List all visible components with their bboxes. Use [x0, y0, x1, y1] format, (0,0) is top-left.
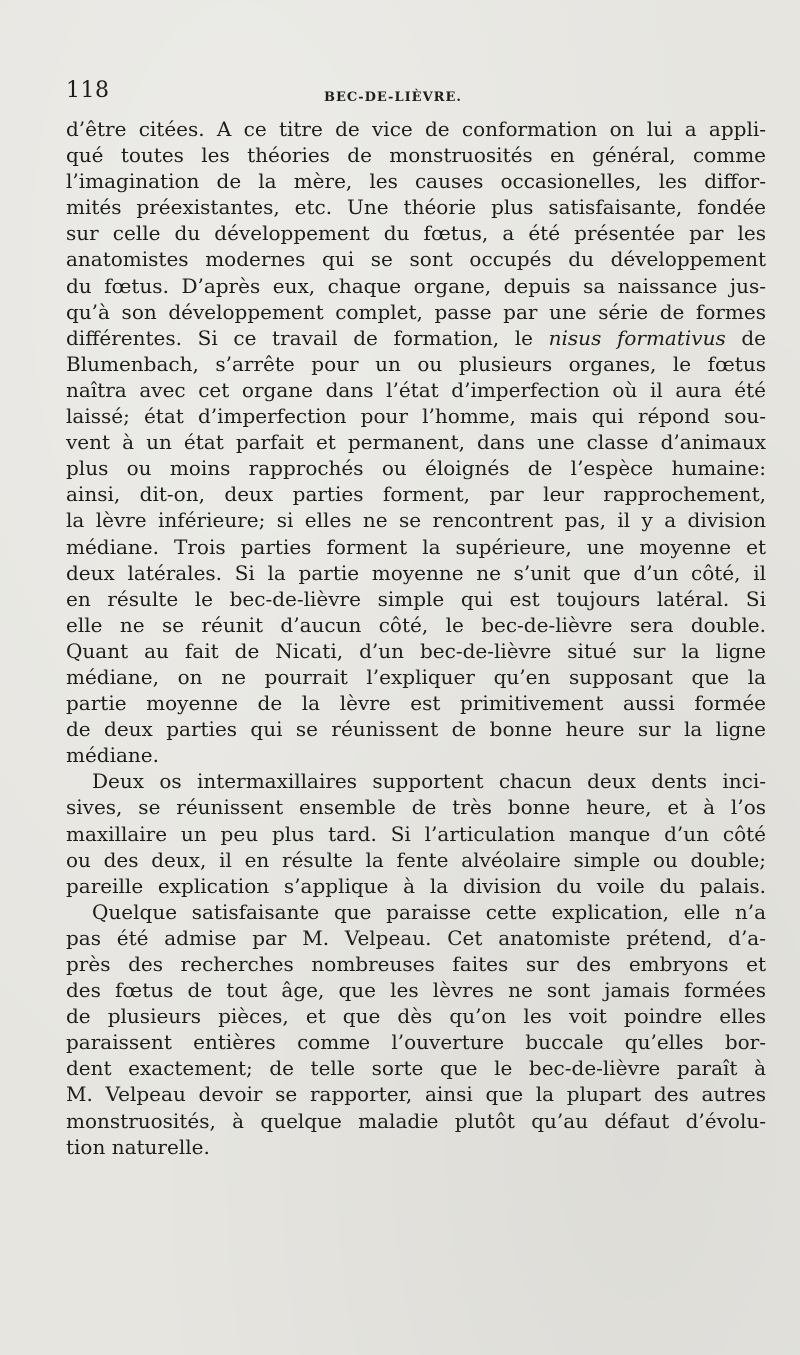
text-line: monstruosités, à quelque maladie plutôt qu’au défaut d’évolu-: [66, 1108, 766, 1133]
text-line: des fœtus de tout âge, que les lèvres ne sont jamais formées: [66, 978, 766, 1003]
text-line: pas été admise par M. Velpeau. Cet anatomiste prétend, d’a-: [66, 925, 766, 950]
text-line: paraissent entières comme l’ouverture buccale qu’elles bor-: [66, 1030, 766, 1055]
text-line: elle ne se réunit d’aucun côté, le bec-de-lièvre sera double.: [66, 612, 766, 637]
text-line: médiane, on ne pourrait l’expliquer qu’en supposant que la: [66, 664, 766, 689]
text-line: près des recherches nombreuses faites sur des embryons et: [66, 952, 766, 976]
text-line: naîtra avec cet organe dans l’état d’imperfection où il aura été: [66, 377, 766, 402]
text-line: plus ou moins rapprochés ou éloignés de l’espèce humaine:: [66, 456, 766, 481]
text-line: M. Velpeau devoir se rapporter, ainsi que la plupart des autres: [66, 1082, 766, 1107]
text-line: la lèvre inférieure; si elles ne se rencontrent pas, il y a division: [66, 508, 766, 533]
text-line: dent exactement; de telle sorte que le bec-de-lièvre paraît à: [66, 1056, 766, 1081]
text-line: vent à un état parfait et permanent, dans une classe d’animaux: [66, 430, 766, 455]
text-line: du fœtus. D’après eux, chaque organe, depuis sa naissance jus-: [66, 273, 766, 298]
text-segment: de: [741, 325, 767, 350]
running-head: [66, 78, 766, 114]
text-line: de deux parties qui se réunissent de bonne heure sur la ligne: [66, 717, 766, 742]
italic-term: nisus formativus: [548, 325, 726, 350]
text-line: ou des deux, il en résulte la fente alvéolaire simple ou double;: [66, 847, 766, 872]
text-segment: différentes. Si ce travail de formation, le: [66, 325, 533, 350]
text-line: de plusieurs pièces, et que dès qu’on les voit poindre elles: [66, 1004, 766, 1029]
text-line-with-italic: [66, 325, 766, 351]
text-line: sives, se réunissent ensemble de très bonne heure, et à l’os: [66, 795, 766, 820]
text-line: pareille explication s’applique à la division du voile du palais.: [66, 873, 766, 898]
text-line: qué toutes les théories de monstruosités en général, comme: [66, 143, 766, 168]
text-line: qu’à son développement complet, passe par une série de formes: [66, 299, 766, 324]
text-line: anatomistes modernes qui se sont occupés du développement: [66, 247, 766, 272]
text-line: maxillaire un peu plus tard. Si l’articulation manque d’un côté: [66, 821, 766, 846]
text-line: l’imagination de la mère, les causes occasionelles, les diffor-: [66, 169, 766, 194]
text-line: tion naturelle.: [66, 1134, 210, 1159]
text-line: médiane. Trois parties forment la supérieure, une moyenne et: [66, 534, 766, 559]
text-line: Deux os intermaxillaires supportent chacun deux dents inci-: [92, 769, 766, 794]
text-line: médiane.: [66, 743, 159, 768]
text-line: laissé; état d’imperfection pour l’homme, mais qui répond sou-: [66, 404, 766, 429]
text-line: Quant au fait de Nicati, d’un bec-de-lièvre situé sur la ligne: [66, 638, 766, 663]
text-line: mités préexistantes, etc. Une théorie plus satisfaisante, fondée: [66, 195, 766, 220]
body-text: [66, 116, 766, 1160]
text-line: sur celle du développement du fœtus, a été présentée par les: [66, 221, 766, 246]
text-line: en résulte le bec-de-lièvre simple qui est toujours latéral. Si: [66, 586, 766, 611]
text-line: partie moyenne de la lèvre est primitivement aussi formée: [66, 691, 766, 716]
running-title: BEC-DE-LIÈVRE.: [324, 90, 462, 105]
text-line: ainsi, dit-on, deux parties forment, par leur rapprochement,: [66, 482, 766, 507]
text-line: deux latérales. Si la partie moyenne ne s’unit que d’un côté, il: [66, 560, 766, 585]
text-line: Blumenbach, s’arrête pour un ou plusieurs organes, le fœtus: [66, 351, 766, 376]
text-line: Quelque satisfaisante que paraisse cette explication, elle n’a: [92, 899, 766, 924]
text-line: d’être citées. A ce titre de vice de conformation on lui a appli-: [66, 117, 766, 141]
page-number: 118: [66, 78, 110, 103]
